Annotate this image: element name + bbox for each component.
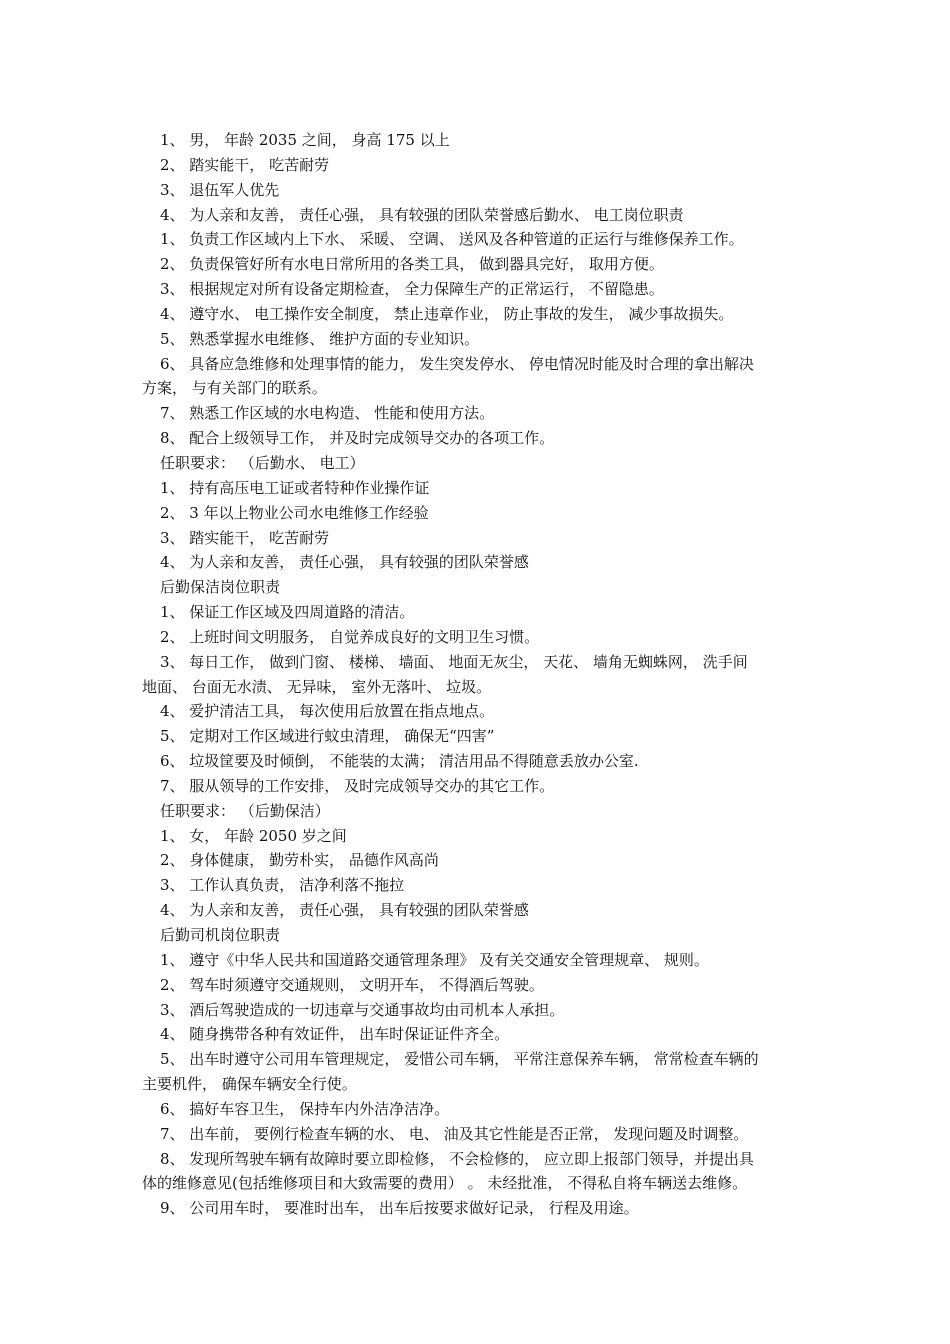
text-line: 3、 根据规定对所有设备定期检查， 全力保障生产的正常运行， 不留隐患。 <box>160 280 664 299</box>
text-line: 6、 搞好车容卫生， 保持车内外洁净洁净。 <box>160 1099 450 1118</box>
text-line-continued: 体的维修意见(包括维修项目和大致需要的费用） 。 未经批准， 不得私自将车辆送去维修。 <box>142 1174 748 1193</box>
text-line: 3、 酒后驾驶造成的一切违章与交通事故均由司机本人承担。 <box>160 1000 565 1019</box>
text-line: 2、 上班时间文明服务， 自觉养成良好的文明卫生习惯。 <box>160 627 540 646</box>
text-line: 2、 踏实能干， 吃苦耐劳 <box>160 155 330 174</box>
text-line: 4、 为人亲和友善， 责任心强， 具有较强的团队荣誉感后勤水、 电工岗位职责 <box>160 205 684 224</box>
text-line: 4、 爱护清洁工具， 每次使用后放置在指点地点。 <box>160 702 495 721</box>
text-line-continued: 主要机件， 确保车辆安全行使。 <box>142 1075 357 1094</box>
text-line: 1、 女， 年龄 2050 岁之间 <box>160 826 347 845</box>
text-line: 4、 为人亲和友善， 责任心强， 具有较强的团队荣誉感 <box>160 553 529 572</box>
section-heading: 任职要求： （后勤水、 电工） <box>160 453 365 472</box>
text-line-continued: 方案， 与有关部门的联系。 <box>142 379 327 398</box>
text-line: 4、 遵守水、 电工操作安全制度， 禁止违章作业， 防止事故的发生， 减少事故损失。 <box>160 304 734 323</box>
text-line: 5、 熟悉掌握水电维修、 维护方面的专业知识。 <box>160 329 480 348</box>
text-line-continued: 地面、 台面无水渍、 无异味， 室外无落叶、 垃圾。 <box>142 677 492 696</box>
text-line: 1、 遵守《中华人民共和国道路交通管理条理》 及有关交通安全管理规章、 规则。 <box>160 950 709 969</box>
section-heading: 任职要求： （后勤保洁） <box>160 801 330 820</box>
text-line: 7、 出车前， 要例行检查车辆的水、 电、 油及其它性能是否正常， 发现问题及时调整。 <box>160 1124 749 1143</box>
text-line: 5、 出车时遵守公司用车管理规定， 爱惜公司车辆， 平常注意保养车辆， 常常检查车辆的 <box>160 1050 759 1069</box>
text-line: 8、 配合上级领导工作， 并及时完成领导交办的各项工作。 <box>160 429 555 448</box>
text-line: 3、 每日工作， 做到门窗、 楼梯、 墙面、 地面无灰尘， 天花、 墙角无蜘蛛网， 洗手间 <box>160 652 748 671</box>
text-line: 4、 随身携带各种有效证件， 出车时保证证件齐全。 <box>160 1025 510 1044</box>
text-line: 1、 持有高压电工证或者特种作业操作证 <box>160 478 430 497</box>
text-line: 6、 具备应急维修和处理事情的能力， 发生突发停水、 停电情况时能及时合理的拿出解决 <box>160 354 754 373</box>
text-line: 7、 熟悉工作区域的水电构造、 性能和使用方法。 <box>160 404 495 423</box>
text-line: 2、 3 年以上物业公司水电维修工作经验 <box>160 503 429 522</box>
section-heading: 后勤保洁岗位职责 <box>160 578 281 597</box>
text-line: 4、 为人亲和友善， 责任心强， 具有较强的团队荣誉感 <box>160 901 529 920</box>
text-line: 3、 踏实能干， 吃苦耐劳 <box>160 528 330 547</box>
section-heading: 后勤司机岗位职责 <box>160 926 281 944</box>
text-line: 2、 驾车时须遵守交通规则， 文明开车， 不得酒后驾驶。 <box>160 975 544 994</box>
text-line: 2、 身体健康， 勤劳朴实， 品德作风高尚 <box>160 851 439 870</box>
text-line: 8、 发现所驾驶车辆有故障时要立即检修， 不会检修的， 应立即上报部门领导，并提出具 <box>160 1149 754 1168</box>
text-line: 1、 保证工作区域及四周道路的清洁。 <box>160 603 415 622</box>
text-line: 7、 服从领导的工作安排， 及时完成领导交办的其它工作。 <box>160 776 555 795</box>
text-line: 1、 男， 年龄 2035 之间， 身高 175 以上 <box>160 131 450 149</box>
document-body <box>142 128 812 1221</box>
text-line: 3、 退伍军人优先 <box>160 180 280 199</box>
text-line: 3、 工作认真负责， 洁净利落不拖拉 <box>160 876 405 895</box>
text-line: 5、 定期对工作区域进行蚊虫清理， 确保无“四害” <box>160 727 495 746</box>
text-line: 1、 负责工作区域内上下水、 采暖、 空调、 送风及各种管道的正运行与维修保养工作。 <box>160 230 744 249</box>
text-line: 9、 公司用车时， 要准时出车， 出车后按要求做好记录， 行程及用途。 <box>160 1199 639 1218</box>
text-line: 6、 垃圾筐要及时倾倒， 不能装的太满； 清洁用品不得随意丢放办公室. <box>160 752 639 771</box>
text-line: 2、 负责保管好所有水电日常所用的各类工具， 做到器具完好， 取用方便。 <box>160 255 664 274</box>
